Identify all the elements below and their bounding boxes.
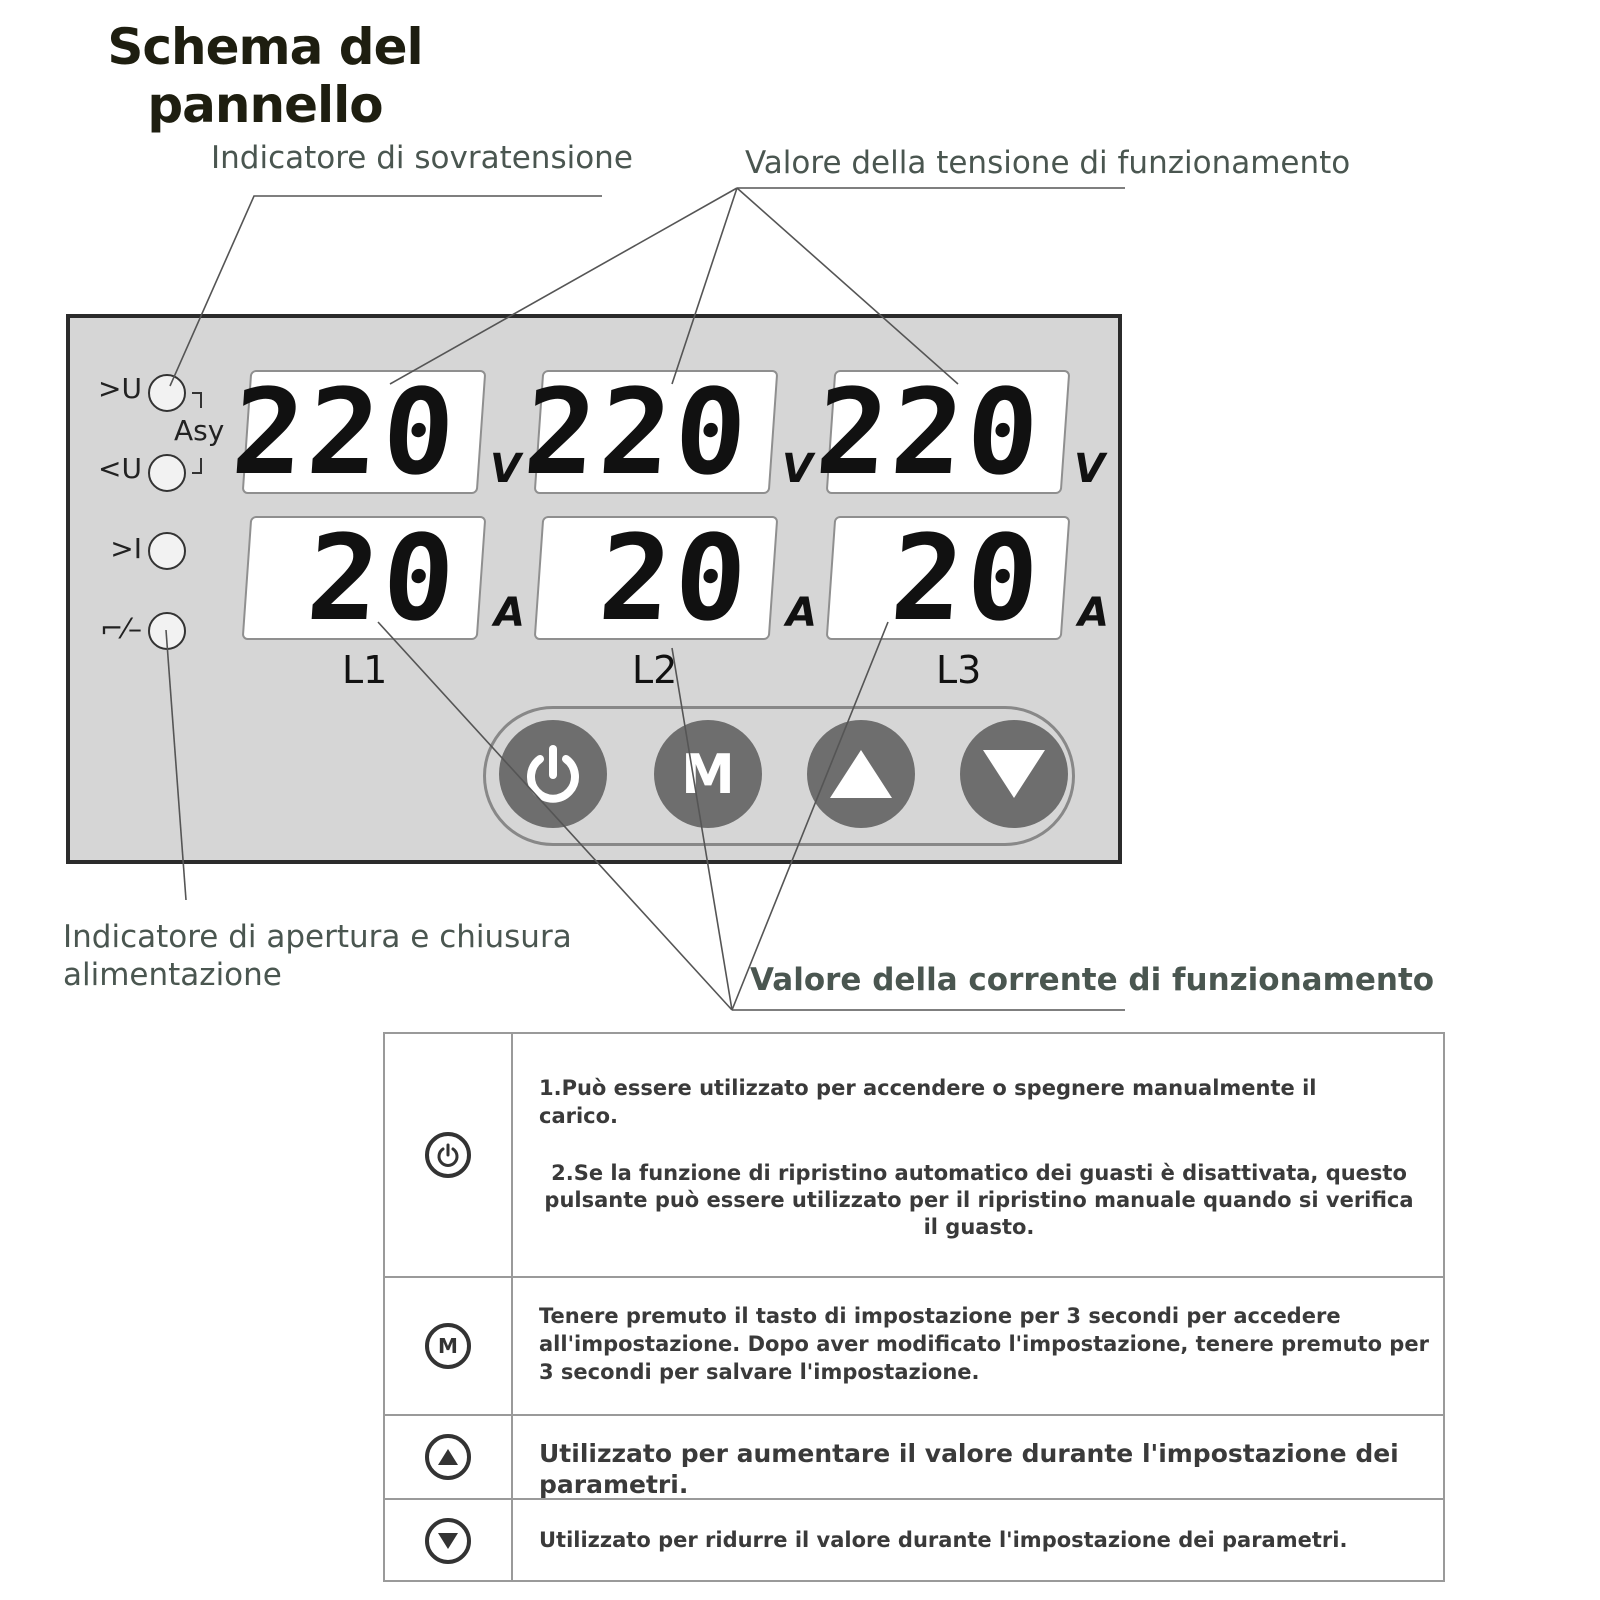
- callout-overvoltage-indicator: Indicatore di sovratensione: [211, 140, 633, 176]
- callout-power-switch-indicator: Indicatore di apertura e chiusura alimentazione: [63, 919, 572, 993]
- table-icon-cell: [385, 1034, 513, 1276]
- page-title: Schema del pannello: [107, 18, 423, 134]
- mode-m-icon: [425, 1323, 471, 1369]
- callout-operating-voltage: Valore della tensione di funzionamento: [745, 145, 1351, 181]
- table-icon-cell: [385, 1416, 513, 1498]
- lcd-current-l2: 20: [534, 516, 779, 640]
- mode-button-label: M: [681, 742, 735, 806]
- button-description-table: [383, 1032, 1445, 1582]
- led-label-undervoltage: <U: [98, 452, 142, 485]
- table-icon-cell: [385, 1278, 513, 1414]
- unit-current-l3: A: [1078, 590, 1109, 636]
- phase-label-l3: L3: [936, 648, 982, 692]
- leader-voltage-l1: [390, 188, 737, 384]
- triangle-up-icon: [425, 1434, 471, 1480]
- leader-overvoltage: [170, 196, 602, 386]
- led-label-overvoltage: >U: [98, 372, 142, 405]
- led-label-overcurrent: >I: [110, 532, 142, 565]
- triangle-down-icon: [425, 1518, 471, 1564]
- phase-label-l1: L1: [342, 648, 388, 692]
- power-desc-1: 1.Può essere utilizzato per accendere o spegnere manualmente il carico.: [539, 1076, 1317, 1128]
- table-row-up: [385, 1416, 1443, 1500]
- power-icon: [425, 1132, 471, 1178]
- callout-operating-current: Valore della corrente di funzionamento: [750, 962, 1435, 998]
- leader-current-l2: [672, 648, 732, 1010]
- led-label-power-switch: ⌐⁄–: [99, 612, 142, 645]
- up-desc: Utilizzato per aumentare il valore durante l'impostazione dei parametri.: [539, 1439, 1399, 1499]
- table-row-power: [385, 1034, 1443, 1278]
- leader-power-switch: [166, 630, 186, 900]
- unit-voltage-l3: V: [1074, 446, 1105, 492]
- lcd-voltage-l2: 220: [534, 370, 779, 494]
- asy-label: Asy: [174, 414, 225, 447]
- down-desc: Utilizzato per ridurre il valore durante l'impostazione dei parametri.: [539, 1528, 1348, 1552]
- unit-current-l1: A: [494, 590, 525, 636]
- table-row-mode: [385, 1278, 1443, 1416]
- unit-current-l2: A: [786, 590, 817, 636]
- phase-label-l2: L2: [632, 648, 678, 692]
- leader-voltage-l3: [737, 188, 958, 384]
- lcd-voltage-l3: 220: [826, 370, 1071, 494]
- unit-voltage-l1: V: [490, 446, 521, 492]
- mode-icon-label: M: [438, 1334, 458, 1358]
- unit-voltage-l2: V: [782, 446, 813, 492]
- power-desc-2: 2.Se la funzione di ripristino automatico dei guasti è disattivata, questo pulsante può essere utilizzato per il ripristino manuale quando si verifica il guasto.: [544, 1161, 1414, 1239]
- lcd-current-l1: 20: [242, 516, 487, 640]
- table-icon-cell: [385, 1500, 513, 1582]
- table-row-down: [385, 1500, 1443, 1582]
- leader-voltage-l2: [672, 188, 737, 384]
- leader-current-l3: [732, 622, 888, 1010]
- lcd-voltage-l1: 220: [242, 370, 487, 494]
- mode-desc: Tenere premuto il tasto di impostazione per 3 secondi per accedere all'impostazione. Dopo aver modificato l'impostazione, tenere premuto per 3 secondi per salvare l'impostazione.: [539, 1304, 1429, 1384]
- lcd-current-l3: 20: [826, 516, 1071, 640]
- leader-current-l1: [378, 622, 732, 1010]
